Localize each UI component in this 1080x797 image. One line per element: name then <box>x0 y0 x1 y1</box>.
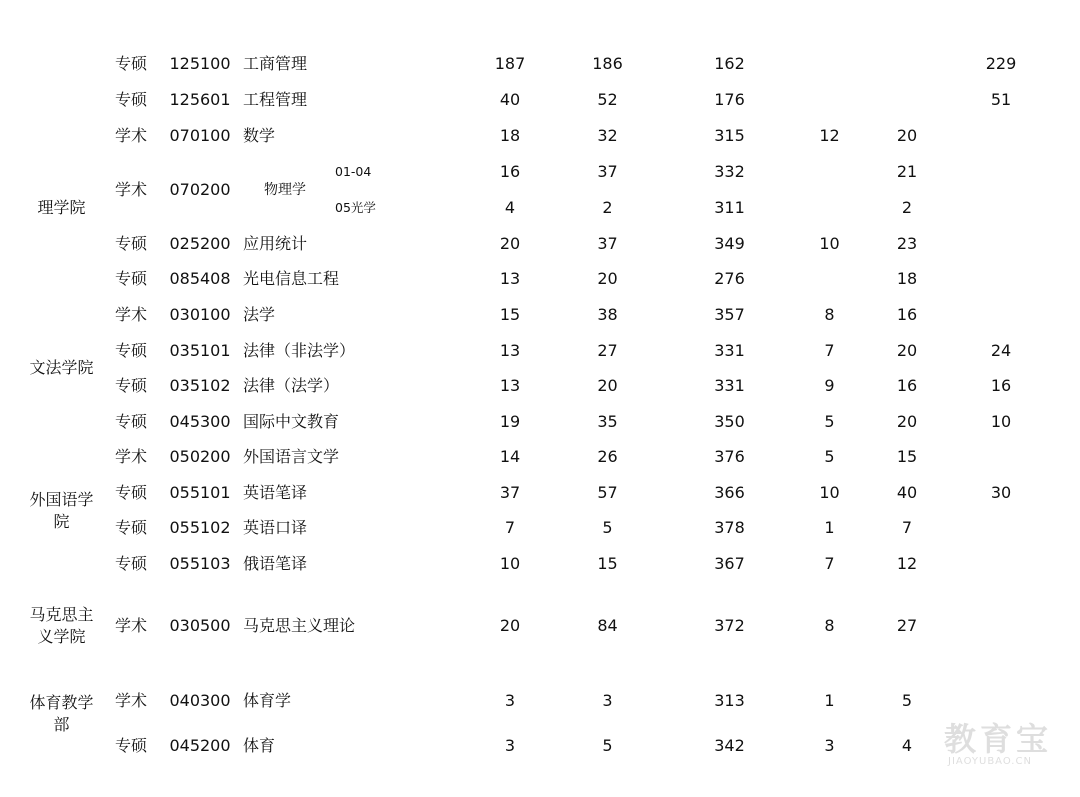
department-cell: 外国语学院 <box>29 489 94 531</box>
value-cell: 15 <box>499 305 521 324</box>
major-code-cell: 070200 <box>169 180 231 199</box>
research-direction-cell: 01-04 <box>335 164 372 179</box>
value-cell: 8 <box>824 305 835 324</box>
major-name-cell: 数学 <box>243 126 276 145</box>
major-name-cell: 国际中文教育 <box>243 411 340 431</box>
degree-type-cell: 专硕 <box>114 54 147 73</box>
major-name-cell: 马克思主义理论 <box>243 615 356 635</box>
major-code-cell: 035101 <box>169 340 231 360</box>
major-name-cell: 法学 <box>243 305 276 324</box>
major-name-cell: 光电信息工程 <box>243 269 340 288</box>
value-cell <box>953 261 1049 297</box>
value-cell: 26 <box>597 447 618 466</box>
major-name-cell: 法律（非法学） <box>243 340 356 360</box>
value-cell <box>953 546 1049 582</box>
major-code-cell: 055103 <box>169 554 231 573</box>
value-cell: 3 <box>504 736 516 755</box>
major-code-cell: 030500 <box>169 615 231 635</box>
value-cell <box>861 82 953 118</box>
value-cell: 15 <box>896 447 918 466</box>
major-name-cell: 应用统计 <box>243 233 308 253</box>
watermark-url: JIAOYUBAO.CN <box>948 756 1032 767</box>
value-cell: 23 <box>896 233 918 253</box>
value-cell: 162 <box>714 54 745 73</box>
major-name-cell: 工商管理 <box>243 54 308 73</box>
degree-type-cell: 学术 <box>114 447 147 466</box>
major-code-cell: 070100 <box>169 126 231 145</box>
department-cell: 理学院 <box>37 197 86 217</box>
major-name-cell: 俄语笔译 <box>243 554 308 573</box>
value-cell: 10 <box>990 411 1012 431</box>
major-code-cell: 085408 <box>169 269 231 288</box>
major-code-cell: 035102 <box>169 376 231 395</box>
value-cell <box>953 118 1049 154</box>
value-cell: 342 <box>714 736 745 755</box>
major-name-cell: 工程管理 <box>243 90 308 109</box>
value-cell: 9 <box>824 376 835 395</box>
value-cell: 30 <box>990 482 1012 502</box>
value-cell: 315 <box>714 126 745 145</box>
department-cell: 文法学院 <box>29 358 94 377</box>
value-cell <box>953 154 1049 226</box>
value-cell: 366 <box>714 482 745 502</box>
value-cell: 10 <box>819 233 840 253</box>
value-cell: 21 <box>896 162 918 181</box>
degree-type-cell: 专硕 <box>114 518 147 537</box>
value-cell: 1 <box>824 518 835 537</box>
value-cell: 3 <box>602 691 613 710</box>
major-code-cell: 045200 <box>169 736 231 755</box>
value-cell: 40 <box>499 90 521 109</box>
department-cell: 体育教学部 <box>29 693 94 734</box>
value-cell: 186 <box>592 54 623 73</box>
major-code-cell: 055101 <box>169 482 231 502</box>
value-cell <box>953 297 1049 333</box>
value-cell: 367 <box>714 554 745 573</box>
major-name-cell: 英语口译 <box>243 518 308 537</box>
value-cell <box>953 510 1049 546</box>
degree-type-cell: 专硕 <box>114 376 147 395</box>
value-cell: 331 <box>714 340 745 360</box>
value-cell: 5 <box>824 447 835 466</box>
value-cell: 4 <box>901 736 913 755</box>
watermark-logo <box>938 712 1066 774</box>
major-code-cell: 125601 <box>169 90 231 109</box>
value-cell: 276 <box>714 269 745 288</box>
department-cell: 马克思主义学院 <box>29 604 94 646</box>
value-cell: 18 <box>499 126 521 145</box>
value-cell <box>953 439 1049 475</box>
value-cell: 376 <box>714 447 745 466</box>
value-cell <box>798 46 861 82</box>
value-cell: 5 <box>602 736 613 755</box>
major-code-cell: 055102 <box>169 518 231 537</box>
department-cell <box>22 46 101 118</box>
value-cell: 5 <box>901 691 913 710</box>
value-cell: 20 <box>499 233 521 253</box>
value-cell <box>953 582 1049 669</box>
value-cell: 7 <box>824 340 835 360</box>
value-cell: 350 <box>714 411 745 431</box>
value-cell: 27 <box>597 340 618 360</box>
value-cell: 3 <box>504 691 516 710</box>
value-cell: 37 <box>597 233 618 253</box>
degree-type-cell: 专硕 <box>114 411 147 431</box>
major-code-cell: 045300 <box>169 411 231 431</box>
value-cell: 57 <box>597 482 618 502</box>
value-cell: 7 <box>901 518 913 537</box>
degree-type-cell: 专硕 <box>114 233 147 253</box>
degree-type-cell: 学术 <box>114 615 147 635</box>
value-cell: 332 <box>714 162 745 181</box>
value-cell: 313 <box>714 691 745 710</box>
major-code-cell: 030100 <box>169 305 231 324</box>
value-cell: 349 <box>714 233 745 253</box>
value-cell: 51 <box>990 90 1012 109</box>
value-cell <box>953 226 1049 261</box>
value-cell: 52 <box>597 90 618 109</box>
value-cell: 20 <box>597 376 618 395</box>
value-cell: 13 <box>499 340 521 360</box>
major-code-cell: 040300 <box>169 691 231 710</box>
value-cell: 1 <box>824 691 835 710</box>
value-cell: 8 <box>824 615 835 635</box>
value-cell: 40 <box>896 482 918 502</box>
value-cell: 18 <box>896 269 918 288</box>
value-cell: 2 <box>901 198 913 217</box>
value-cell: 10 <box>819 482 840 502</box>
value-cell: 35 <box>597 411 618 431</box>
value-cell: 37 <box>597 162 618 181</box>
value-cell: 20 <box>896 340 918 360</box>
value-cell: 5 <box>824 411 835 431</box>
value-cell: 20 <box>499 615 521 635</box>
major-name-cell: 体育学 <box>243 691 292 710</box>
major-name-cell: 物理学 <box>264 182 306 198</box>
degree-type-cell: 专硕 <box>114 482 147 502</box>
value-cell: 37 <box>499 482 521 502</box>
value-cell: 13 <box>499 269 521 288</box>
value-cell: 84 <box>597 615 618 635</box>
value-cell: 12 <box>896 554 918 573</box>
value-cell: 7 <box>824 554 835 573</box>
degree-type-cell: 专硕 <box>114 90 147 109</box>
value-cell: 187 <box>494 54 526 73</box>
value-cell: 16 <box>499 162 521 181</box>
value-cell: 16 <box>896 376 918 395</box>
degree-type-cell: 学术 <box>114 180 147 199</box>
value-cell: 3 <box>824 736 835 755</box>
value-cell: 20 <box>896 411 918 431</box>
value-cell: 16 <box>896 305 918 324</box>
value-cell: 378 <box>714 518 745 537</box>
value-cell: 311 <box>714 198 745 217</box>
value-cell: 24 <box>990 340 1012 360</box>
major-name-cell: 外国语言文学 <box>243 447 340 466</box>
watermark-text: 教育宝 <box>944 720 1053 758</box>
value-cell: 357 <box>714 305 745 324</box>
value-cell: 38 <box>597 305 618 324</box>
major-code-cell: 025200 <box>169 233 231 253</box>
degree-type-cell: 学术 <box>114 305 147 324</box>
degree-type-cell: 专硕 <box>114 554 147 573</box>
major-code-cell: 050200 <box>169 447 231 466</box>
degree-type-cell: 学术 <box>114 691 147 710</box>
value-cell: 13 <box>499 376 521 395</box>
value-cell: 372 <box>714 615 745 635</box>
degree-type-cell: 专硕 <box>114 340 147 360</box>
value-cell: 32 <box>597 126 618 145</box>
value-cell: 27 <box>896 615 918 635</box>
value-cell: 20 <box>597 269 618 288</box>
value-cell: 229 <box>985 54 1017 73</box>
value-cell: 12 <box>819 126 840 145</box>
value-cell: 14 <box>499 447 521 466</box>
degree-type-cell: 学术 <box>114 126 147 145</box>
value-cell: 10 <box>499 554 521 573</box>
degree-type-cell: 专硕 <box>114 269 147 288</box>
major-name-cell: 法律（法学） <box>243 376 340 395</box>
value-cell <box>798 82 861 118</box>
degree-type-cell: 专硕 <box>114 736 147 755</box>
major-name-cell: 体育 <box>243 736 276 755</box>
value-cell: 19 <box>499 411 521 431</box>
value-cell: 176 <box>714 90 745 109</box>
research-direction-cell: 05光学 <box>335 200 376 215</box>
value-cell: 15 <box>597 554 618 573</box>
value-cell <box>798 261 861 297</box>
value-cell: 7 <box>504 518 516 537</box>
major-name-cell: 英语笔译 <box>243 482 308 502</box>
value-cell: 2 <box>602 198 613 217</box>
value-cell: 5 <box>602 518 613 537</box>
major-code-cell: 125100 <box>169 54 231 73</box>
value-cell: 331 <box>714 376 745 395</box>
value-cell <box>798 154 861 226</box>
value-cell: 16 <box>990 376 1012 395</box>
value-cell <box>861 46 953 82</box>
value-cell: 20 <box>896 126 918 145</box>
value-cell: 4 <box>504 198 516 217</box>
